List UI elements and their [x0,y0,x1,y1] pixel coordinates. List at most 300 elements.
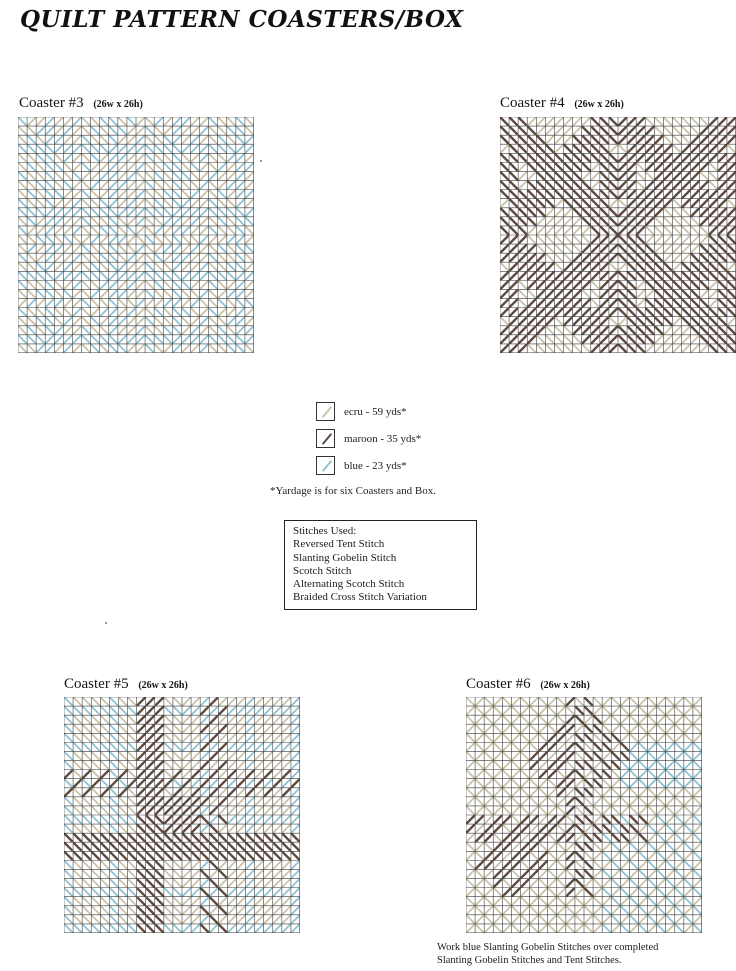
stitch [610,272,617,279]
stitch [512,843,519,850]
stitch [637,218,644,225]
stitch [583,272,590,279]
stitch [512,825,519,832]
stitch [146,136,153,143]
stitch [165,762,172,769]
stitch [110,771,117,778]
stitch [646,281,653,288]
stitch [119,200,126,207]
stitch [228,925,235,932]
stitch [630,716,637,723]
stitch [155,263,162,270]
stitch [476,752,483,759]
stitch [649,725,656,732]
stitch [146,309,153,316]
stitch [728,127,735,134]
stitch [164,272,171,279]
stitch [164,336,171,343]
stitch [101,345,108,352]
stitch [155,145,162,152]
stitch [510,172,517,179]
stitch [83,698,90,705]
stitch [173,236,180,243]
stitch [639,716,646,723]
stitch [192,870,199,877]
stitch [476,861,483,868]
stitch [137,290,144,297]
stitch [192,816,199,823]
stitch [692,300,699,307]
stitch [92,154,99,161]
stitch [219,880,226,887]
stitch [228,127,235,134]
stitch [540,771,547,778]
stitch [119,807,126,814]
stitch [485,807,492,814]
stitch [655,318,662,325]
stitch [610,227,617,234]
stitch [574,318,581,325]
stitch [292,916,299,923]
stitch [74,834,81,841]
stitch [219,916,226,923]
stitch [637,336,644,343]
stitch [247,762,254,769]
stitch [292,925,299,932]
stitch [156,780,163,787]
stitch [228,725,235,732]
stitch [592,227,599,234]
stitch [728,200,735,207]
stitch [156,707,163,714]
stitch [265,789,272,796]
stitch [594,762,601,769]
stitch [165,707,172,714]
stitch [201,118,208,125]
stitch [521,916,528,923]
stitch [494,771,501,778]
footer-note-line: Slanting Gobelin Stitches and Tent Stitches. [437,954,622,966]
stitch [19,172,26,179]
stitch [83,825,90,832]
stitch [228,254,235,261]
stitch [512,861,519,868]
stitch [292,771,299,778]
stitch [237,889,244,896]
stitch [646,172,653,179]
stitch [501,154,508,161]
stitch [237,725,244,732]
stitch [664,254,671,261]
stitch [610,136,617,143]
stitch [265,825,272,832]
stitch [274,798,281,805]
stitch [247,816,254,823]
stitch [65,752,72,759]
stitch [621,825,628,832]
stitch [592,172,599,179]
stitch [646,191,653,198]
stitch [673,263,680,270]
stitch [630,852,637,859]
stitch [701,290,708,297]
stitch [164,290,171,297]
stitch [503,861,510,868]
stitch [283,870,290,877]
stitch [664,345,671,352]
stitch [283,807,290,814]
stitch [549,789,556,796]
stitch [503,898,510,905]
stitch [164,218,171,225]
stitch [501,309,508,316]
stitch [637,209,644,216]
stitch [476,843,483,850]
stitch [101,734,108,741]
stitch [676,762,683,769]
stitch [537,254,544,261]
stitch [701,245,708,252]
stitch [574,209,581,216]
stitch [210,898,217,905]
stitch [292,734,299,741]
stitch [92,889,99,896]
stitch [92,136,99,143]
stitch [658,925,665,932]
stitch [28,118,35,125]
stitch [710,254,717,261]
stitch [694,762,701,769]
stitch [119,725,126,732]
stitch [667,716,674,723]
stitch [694,707,701,714]
stitch [182,309,189,316]
stitch [219,798,226,805]
stitch [55,300,62,307]
stitch [673,182,680,189]
stitch [219,236,226,243]
stitch [558,861,565,868]
stitch [531,925,538,932]
stitch [147,834,154,841]
stitch [246,327,253,334]
stitch [667,780,674,787]
stitch [683,200,690,207]
stitch [292,861,299,868]
stitch [191,345,198,352]
stitch [683,281,690,288]
stitch [210,798,217,805]
stitch [549,780,556,787]
stitch [146,154,153,161]
stitch [219,743,226,750]
stitch [174,843,181,850]
stitch [174,698,181,705]
stitch [664,318,671,325]
stitch [485,743,492,750]
stitch [612,725,619,732]
stitch [119,843,126,850]
stitch [503,780,510,787]
stitch [201,807,208,814]
stitch [630,798,637,805]
stitch [503,816,510,823]
stitch [101,870,108,877]
stitch [210,327,217,334]
stitch [503,925,510,932]
stitch [83,209,90,216]
stitch [155,191,162,198]
stitch [558,698,565,705]
stitch [129,889,136,896]
stitch [639,780,646,787]
stitch [46,263,53,270]
stitch [531,852,538,859]
stitch [646,290,653,297]
stitch [265,843,272,850]
stitch [165,698,172,705]
stitch [646,263,653,270]
stitch [173,227,180,234]
stitch [467,780,474,787]
stitch [283,916,290,923]
stitch [192,925,199,932]
stitch [74,743,81,750]
stitch [228,880,235,887]
stitch [592,345,599,352]
stitch [191,182,198,189]
stitch [19,336,26,343]
stitch [237,182,244,189]
stitch [83,127,90,134]
stitch [585,870,592,877]
stitch [228,182,235,189]
stitch [237,852,244,859]
stitch [119,789,126,796]
stitch [503,916,510,923]
stitch [519,200,526,207]
stitch [110,798,117,805]
stitch [649,852,656,859]
stitch [119,309,126,316]
stitch [28,209,35,216]
stitch [528,236,535,243]
stitch [83,907,90,914]
stitch [476,743,483,750]
stitch [594,925,601,932]
stitch [592,209,599,216]
stitch [137,200,144,207]
stitch [129,880,136,887]
stitch [528,263,535,270]
stitch [565,281,572,288]
stitch [503,907,510,914]
stitch [129,816,136,823]
stitch [101,816,108,823]
stitch [728,118,735,125]
stitch [219,807,226,814]
stitch [685,716,692,723]
stitch [610,191,617,198]
stitch [228,209,235,216]
stitch [710,263,717,270]
stitch [619,318,626,325]
stitch [110,200,117,207]
stitch [156,698,163,705]
stitch [601,272,608,279]
stitch [73,191,80,198]
stitch [92,743,99,750]
stitch [183,780,190,787]
stitch [619,300,626,307]
stitch [694,716,701,723]
stitch [74,762,81,769]
stitch [210,825,217,832]
stitch [692,127,699,134]
stitch [119,145,126,152]
stitch [476,916,483,923]
stitch [37,254,44,261]
stitch [619,263,626,270]
stitch [237,191,244,198]
stitch [191,209,198,216]
stitch [19,154,26,161]
stitch [55,182,62,189]
stitch [92,825,99,832]
stitch [519,236,526,243]
stitch [494,861,501,868]
stitch [228,136,235,143]
stitch [219,870,226,877]
stitch [283,725,290,732]
stitch [228,889,235,896]
stitch [467,907,474,914]
stitch [528,191,535,198]
stitch [101,236,108,243]
stitch [237,118,244,125]
stitch [219,154,226,161]
stitch [46,191,53,198]
stitch [576,734,583,741]
stitch [521,725,528,732]
stitch [92,861,99,868]
stitch [219,843,226,850]
stitch [667,898,674,905]
stitch [485,771,492,778]
stitch [247,716,254,723]
stitch [137,318,144,325]
stitch [174,762,181,769]
stitch [219,816,226,823]
stitch [146,218,153,225]
stitch [73,245,80,252]
stitch [101,309,108,316]
stitch [683,118,690,125]
stitch [612,780,619,787]
stitch [628,218,635,225]
stitch [630,880,637,887]
stitch [237,762,244,769]
stitch [201,880,208,887]
stitch [101,752,108,759]
stitch [528,182,535,189]
stitch [612,825,619,832]
stitch [201,154,208,161]
stitch [503,889,510,896]
stitch [83,336,90,343]
stitch [546,163,553,170]
stitch [612,925,619,932]
stitch [83,118,90,125]
stitch [137,300,144,307]
stitch [83,136,90,143]
stitch [201,236,208,243]
stitch [37,272,44,279]
stitch [646,163,653,170]
stitch [37,300,44,307]
stitch [628,172,635,179]
stitch [519,182,526,189]
stitch [137,227,144,234]
stitch [592,318,599,325]
stitch [673,172,680,179]
stitch [637,290,644,297]
stitch [192,834,199,841]
stitch [164,245,171,252]
stitch [531,743,538,750]
stitch [555,127,562,134]
stitch [512,889,519,896]
stitch [83,843,90,850]
stitch [146,245,153,252]
stitch [485,780,492,787]
stitch [137,191,144,198]
stitch [694,925,701,932]
stitch [256,816,263,823]
stitch [692,245,699,252]
stitch [228,172,235,179]
stitch [129,752,136,759]
stitch [549,898,556,905]
stitch [646,318,653,325]
stitch [649,816,656,823]
stitch [519,327,526,334]
stitch [610,318,617,325]
stitch [92,852,99,859]
stitch [637,236,644,243]
stitch [701,327,708,334]
stitch [583,245,590,252]
stitch [576,698,583,705]
stitch [228,191,235,198]
stitch [37,127,44,134]
stitch [476,771,483,778]
stitch [685,825,692,832]
stitch [128,327,135,334]
stitch [694,725,701,732]
stitch [692,209,699,216]
stitch [585,752,592,759]
stitch [655,327,662,334]
stitch [501,191,508,198]
stitch [503,698,510,705]
stitch [719,182,726,189]
stitch [119,852,126,859]
stitch [110,254,117,261]
stitch [92,272,99,279]
stitch [201,907,208,914]
stitch [292,752,299,759]
